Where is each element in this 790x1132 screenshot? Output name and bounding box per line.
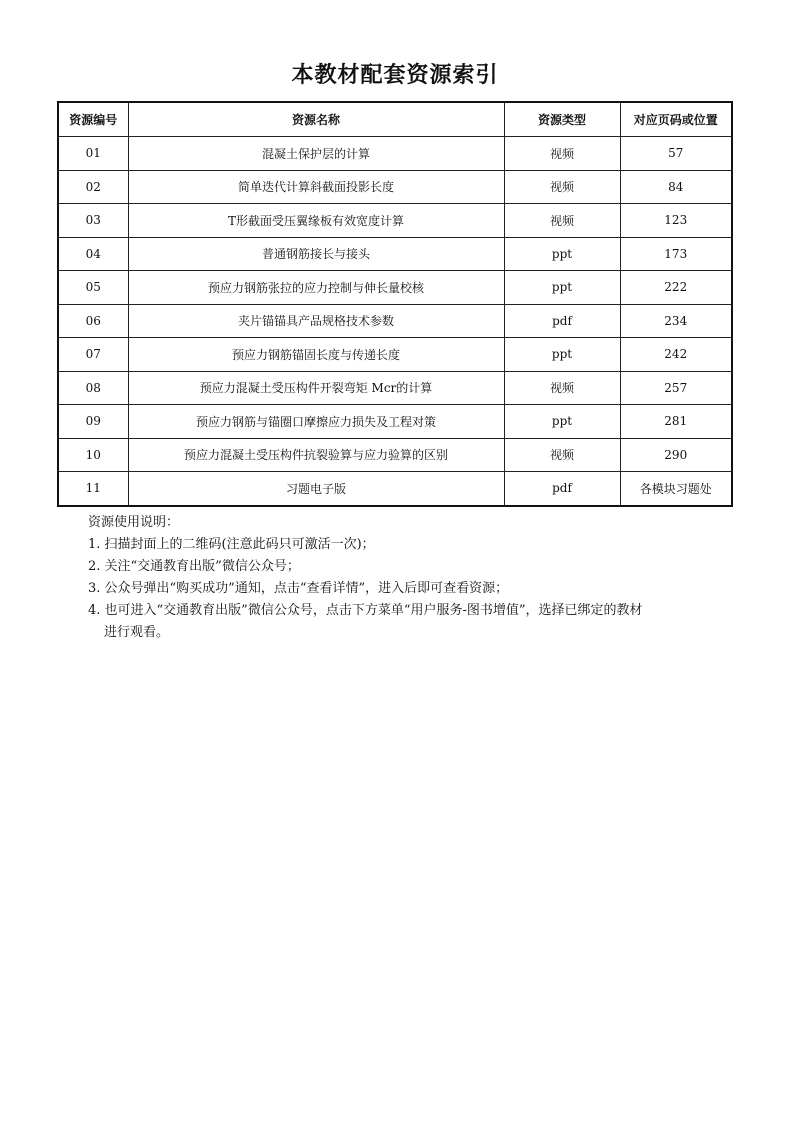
notes-item-2: 2. 关注“交通教育出版”微信公众号； (88, 559, 300, 574)
cell-resource-name: 混凝土保护层的计算 (128, 137, 504, 171)
cell-resource-type: 视频 (504, 438, 620, 472)
table-row (58, 137, 732, 171)
cell-resource-no: 10 (58, 438, 128, 472)
cell-page-location: 281 (620, 405, 732, 439)
table-row (58, 204, 732, 238)
cell-resource-no: 03 (58, 204, 128, 238)
header-resource-no: 资源编号 (58, 102, 128, 137)
cell-resource-name: 夹片锚锚具产品规格技术参数 (128, 304, 504, 338)
header-resource-name: 资源名称 (128, 102, 504, 137)
notes-item-4: 4. 也可进入“交通教育出版”微信公众号，点击下方菜单“用户服务-图书增值”，选择已绑定的教材 (88, 603, 643, 618)
cell-resource-name: 习题电子版 (128, 472, 504, 506)
cell-page-location: 57 (620, 137, 732, 171)
table-row (58, 438, 732, 472)
cell-resource-no: 05 (58, 271, 128, 305)
cell-page-location: 257 (620, 371, 732, 405)
cell-resource-no: 01 (58, 137, 128, 171)
cell-resource-name: T形截面受压翼缘板有效宽度计算 (128, 204, 504, 238)
cell-resource-type: ppt (504, 405, 620, 439)
usage-notes (88, 512, 738, 644)
notes-heading: 资源使用说明： (88, 515, 180, 530)
table-row (58, 170, 732, 204)
cell-resource-no: 11 (58, 472, 128, 506)
table-row (58, 371, 732, 405)
cell-page-location: 234 (620, 304, 732, 338)
cell-page-location: 242 (620, 338, 732, 372)
cell-resource-name: 简单迭代计算斜截面投影长度 (128, 170, 504, 204)
table-row (58, 338, 732, 372)
cell-resource-type: pdf (504, 304, 620, 338)
cell-resource-no: 09 (58, 405, 128, 439)
cell-resource-no: 04 (58, 237, 128, 271)
cell-resource-name: 预应力混凝土受压构件开裂弯矩 Mcr的计算 (128, 371, 504, 405)
notes-item-4-continued: 进行观看。 (104, 625, 170, 640)
cell-resource-type: 视频 (504, 137, 620, 171)
cell-resource-name: 预应力钢筋与锚圈口摩擦应力损失及工程对策 (128, 405, 504, 439)
cell-resource-no: 02 (58, 170, 128, 204)
header-resource-type: 资源类型 (504, 102, 620, 137)
table-header-row (58, 102, 732, 137)
cell-resource-name: 普通钢筋接长与接头 (128, 237, 504, 271)
cell-resource-no: 06 (58, 304, 128, 338)
table-row (58, 304, 732, 338)
cell-resource-type: ppt (504, 271, 620, 305)
cell-resource-type: ppt (504, 338, 620, 372)
cell-resource-type: ppt (504, 237, 620, 271)
notes-item-1: 1. 扫描封面上的二维码(注意此码只可激活一次)； (88, 537, 375, 552)
cell-resource-name: 预应力钢筋锚固长度与传递长度 (128, 338, 504, 372)
cell-page-location: 各模块习题处 (620, 472, 732, 506)
cell-page-location: 222 (620, 271, 732, 305)
cell-resource-no: 07 (58, 338, 128, 372)
cell-resource-type: 视频 (504, 204, 620, 238)
table-body (58, 137, 732, 506)
cell-resource-type: 视频 (504, 371, 620, 405)
table-row (58, 405, 732, 439)
cell-resource-name: 预应力钢筋张拉的应力控制与伸长量校核 (128, 271, 504, 305)
cell-resource-no: 08 (58, 371, 128, 405)
cell-resource-name: 预应力混凝土受压构件抗裂验算与应力验算的区别 (128, 438, 504, 472)
resource-index-table (57, 101, 733, 507)
header-page-location: 对应页码或位置 (620, 102, 732, 137)
notes-item-3: 3. 公众号弹出“购买成功”通知，点击“查看详情”，进入后即可查看资源； (88, 581, 509, 596)
cell-page-location: 173 (620, 237, 732, 271)
cell-page-location: 290 (620, 438, 732, 472)
table-row (58, 237, 732, 271)
cell-page-location: 84 (620, 170, 732, 204)
cell-page-location: 123 (620, 204, 732, 238)
page-title: 本教材配套资源索引 (291, 63, 499, 88)
cell-resource-type: pdf (504, 472, 620, 506)
cell-resource-type: 视频 (504, 170, 620, 204)
table-row (58, 271, 732, 305)
table-row (58, 472, 732, 506)
